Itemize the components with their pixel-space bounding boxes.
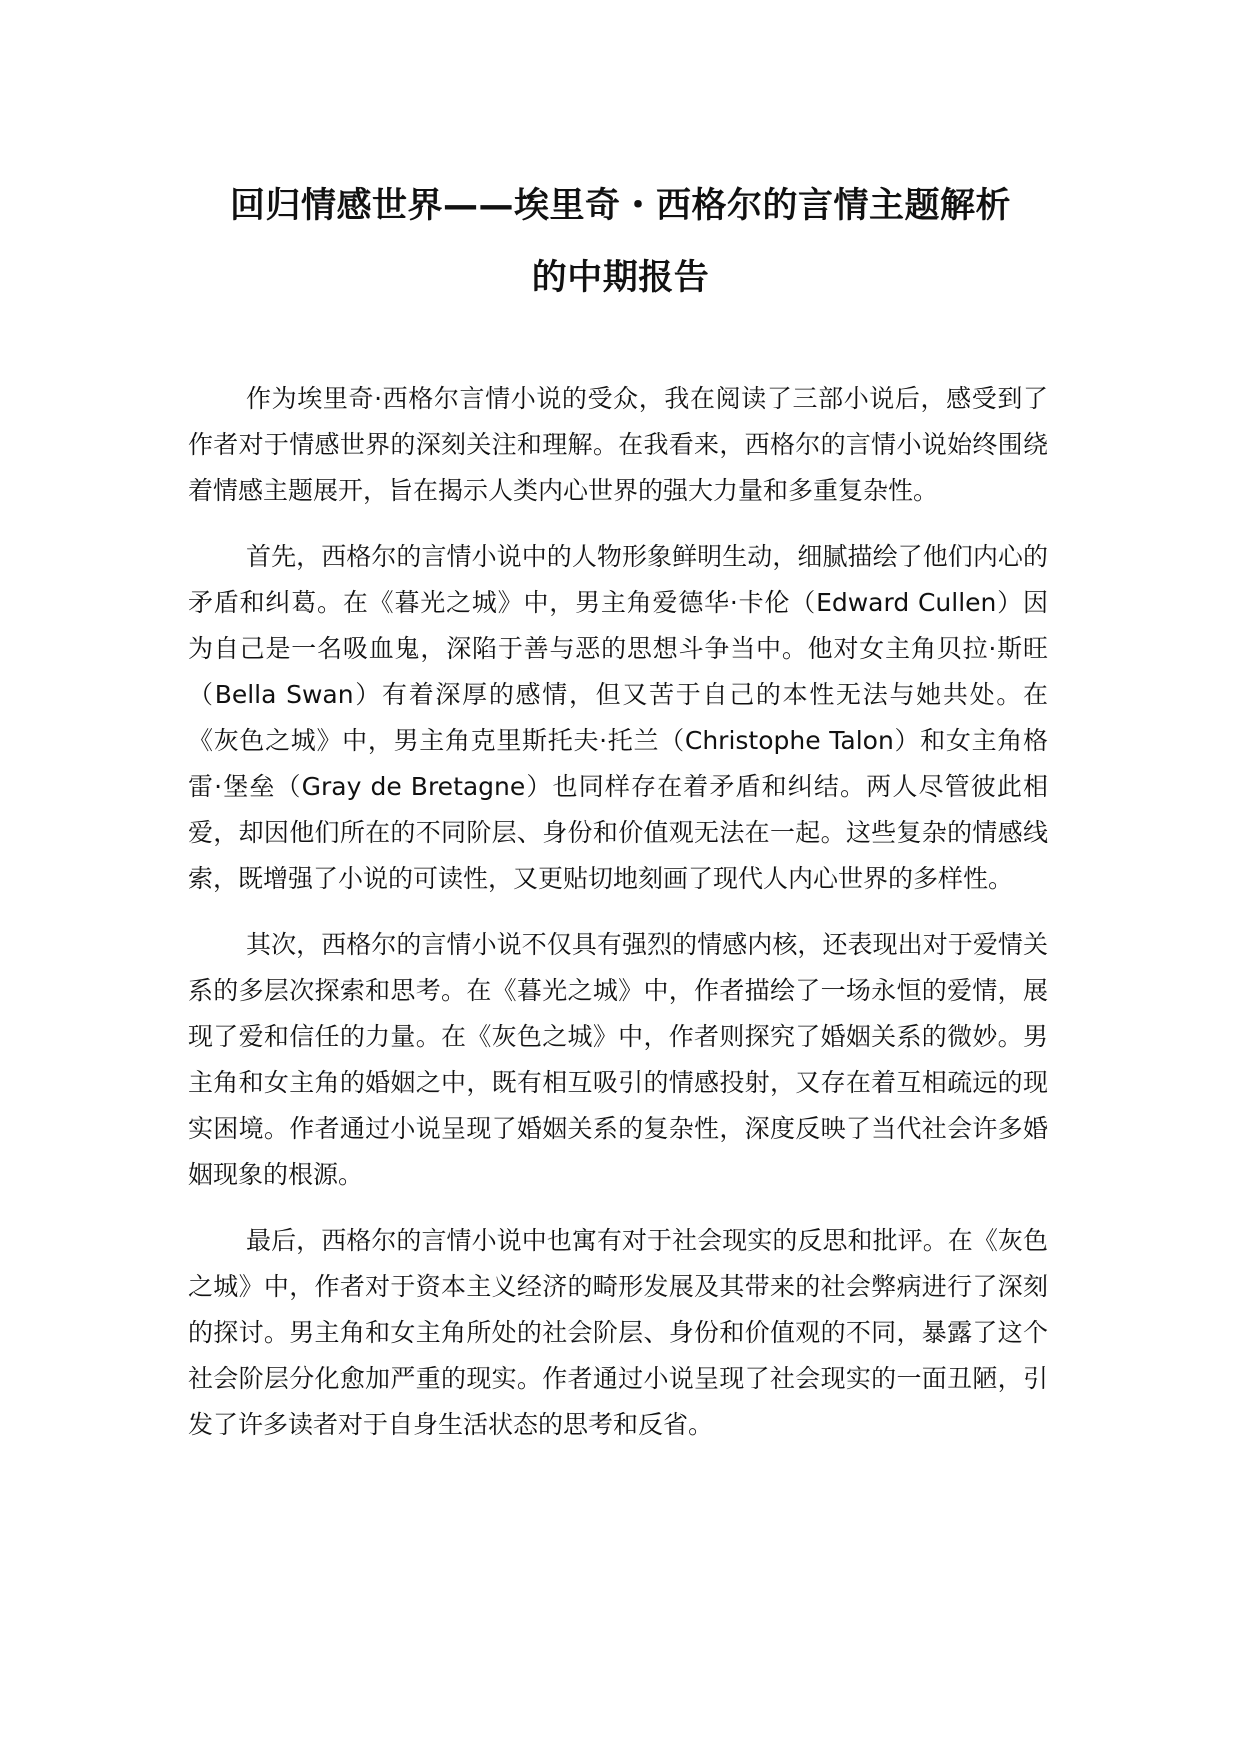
paragraph-characters: 首先，西格尔的言情小说中的人物形象鲜明生动，细腻描绘了他们内心的矛盾和纠葛。在《暮光之城》中，男主角爱德华·卡伦（Edward Cullen）因为自己是一名吸血鬼，深陷于善与恶的思想斗争当中。他对女主角贝拉·斯旺（Bella Swan）有着深厚的感情，但又苦于自己的本性无法与她共处。在《灰色之城》中，男主角克里斯托夫·托兰（Christophe Talon）和女主角格雷·堡垒（Gray de Bretagne）也同样存在着矛盾和纠结。两人尽管彼此相爱，却因他们所在的不同阶层、身份和价值观无法在一起。这些复杂的情感线索，既增强了小说的可读性，又更贴切地刻画了现代人内心世界的多样性。 [188,542,1048,893]
document-title [150,170,1091,314]
document-body [188,376,1048,1468]
title-line-1: 回归情感世界——埃里奇・西格尔的言情主题解析 [229,186,1011,226]
paragraph-social-critique: 最后，西格尔的言情小说中也寓有对于社会现实的反思和批评。在《灰色之城》中，作者对于资本主义经济的畸形发展及其带来的社会弊病进行了深刻的探讨。男主角和女主角所处的社会阶层、身份和价值观的不同，暴露了这个社会阶层分化愈加严重的现实。作者通过小说呈现了社会现实的一面丑陋，引发了许多读者对于自身生活状态的思考和反省。 [188,1226,1048,1439]
paragraph-intro: 作为埃里奇·西格尔言情小说的受众，我在阅读了三部小说后，感受到了作者对于情感世界的深刻关注和理解。在我看来，西格尔的言情小说始终围绕着情感主题展开，旨在揭示人类内心世界的强大力量和多重复杂性。 [188,384,1048,505]
title-line-2: 的中期报告 [531,258,710,298]
paragraph-relationships: 其次，西格尔的言情小说不仅具有强烈的情感内核，还表现出对于爱情关系的多层次探索和思考。在《暮光之城》中，作者描绘了一场永恒的爱情，展现了爱和信任的力量。在《灰色之城》中，作者则探究了婚姻关系的微妙。男主角和女主角的婚姻之中，既有相互吸引的情感投射，又存在着互相疏远的现实困境。作者通过小说呈现了婚姻关系的复杂性，深度反映了当代社会许多婚姻现象的根源。 [188,930,1048,1189]
